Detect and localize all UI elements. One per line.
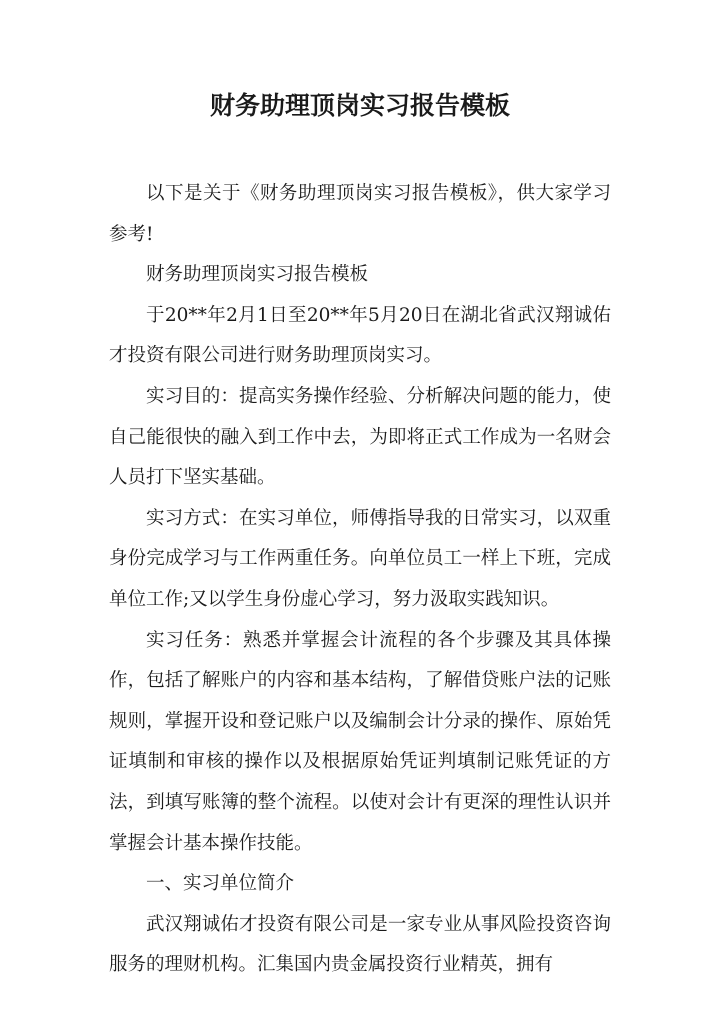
document-title: 财务助理顶岗实习报告模板	[209, 91, 510, 120]
section-heading-company-intro: 一、实习单位简介	[146, 873, 295, 895]
paragraph-subtitle: 财务助理顶岗实习报告模板	[146, 264, 369, 286]
paragraph-period: 于20**年2月1日至20**年5月20日在湖北省武汉翔诚佑才投资有限公司进行财务助理顶岗实习。	[109, 304, 611, 367]
paragraph-method: 实习方式：在实习单位，师傅指导我的日常实习，以双重身份完成学习与工作两重任务。向单位员工一样上下班，完成单位工作;又以学生身份虚心学习，努力汲取实践知识。	[109, 507, 611, 610]
paragraph-purpose: 实习目的：提高实务操作经验、分析解决问题的能力，使自己能很快的融入到工作中去，为即将正式工作成为一名财会人员打下坚实基础。	[109, 385, 611, 489]
paragraph-tasks: 实习任务：熟悉并掌握会计流程的各个步骤及其具体操作，包括了解账户的内容和基本结构，了解借贷账户法的记账规则，掌握开设和登记账户以及编制会计分录的操作、原始凭证填制和审核的操作以及根据原始凭证判填制记账凭证的方法，到填写账簿的整个流程。以使对会计有更深的理性认识并掌握会计基本操作技能。	[109, 629, 611, 854]
document-body	[109, 174, 611, 986]
paragraph-company: 武汉翔诚佑才投资有限公司是一家专业从事风险投资咨询服务的理财机构。汇集国内贵金属投资行业精英，拥有	[109, 913, 611, 976]
paragraph-intro: 以下是关于《财务助理顶岗实习报告模板》，供大家学习参考!	[109, 183, 611, 245]
